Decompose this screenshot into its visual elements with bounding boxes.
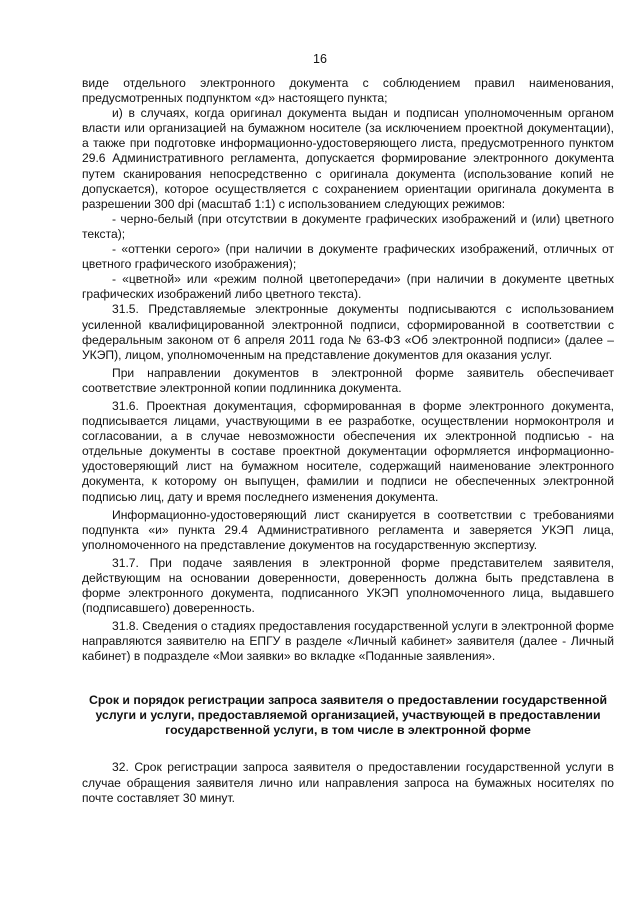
document-body — [82, 76, 614, 806]
paragraph-continuation: виде отдельного электронного документа с соблюдением правил наименования, предусмотренных подпунктом «д» настоящего пункта; — [82, 76, 614, 106]
paragraph-32: 32. Срок регистрации запроса заявителя о предоставлении государственной услуги в случае обращения заявителя лично или направления запроса на бумажных носителях по почте составляет 30 минут. — [82, 760, 614, 805]
paragraph-31-5-note: При направлении документов в электронной форме заявитель обеспечивает соответствие электронной копии подлинника документа. — [82, 365, 614, 395]
list-item-color: - «цветной» или «режим полной цветопередачи» (при наличии в документе цветных графических изображений либо цветного текста). — [82, 272, 614, 302]
list-item-bw: - черно-белый (при отсутствии в документе графических изображений и (или) цветного текста); — [82, 211, 614, 241]
paragraph-31-5: 31.5. Представляемые электронные документы подписываются с использованием усиленной квалифицированной электронной подписи, сформированной в соответствии с федеральным законом от 6 апреля 2011 года № 63-ФЗ «Об электронной подписи» (далее – УКЭП), лицом, уполномоченным на представление документов для оказания услуг. — [82, 302, 614, 362]
paragraph-subitem-i: и) в случаях, когда оригинал документа выдан и подписан уполномоченным органом власти или организацией на бумажном носителе (за исключением проектной документации), а также при подготовке информационно-удостоверяющего листа, предусмотренного пунктом 29.6 Административного регламента, допускается формирование электронного документа путем сканирования непосредственно с оригинала документа (использование копий не допускается), которое осуществляется с сохранением ориентации оригинала документа в разрешении 300 dpi (масштаб 1:1) с использованием следующих режимов: — [82, 106, 614, 211]
paragraph-31-6-note: Информационно-удостоверяющий лист сканируется в соответствии с требованиями подпункта «и» пункта 29.4 Административного регламента и заверяется УКЭП лица, уполномоченного на представление документов на государственную экспертизу. — [82, 507, 614, 552]
paragraph-31-7: 31.7. При подаче заявления в электронной форме представителем заявителя, действующим на основании доверенности, доверенность должна быть представлена в форме электронного документа, подписанного УКЭП уполномоченного лица, выдавшего (подписавшего) доверенность. — [82, 555, 614, 616]
section-heading: Срок и порядок регистрации запроса заявителя о предоставлении государственной услуги и услуги, предоставляемой организацией, участвующей в предоставлении государственной услуги, в том числе в электронной форме — [88, 692, 608, 738]
page-number: 16 — [313, 52, 327, 66]
paragraph-31-6: 31.6. Проектная документация, сформированная в форме электронного документа, подписывается лицами, участвующими в ее разработке, осуществлении нормоконтроля и согласовании, а в случае невозможности обеспечения их электронной подписью - на отдельные документы в составе проектной документации оформляется информационно-удостоверяющий лист на бумажном носителе, содержащий наименование электронного документа, к которому он выпущен, фамилии и подписи не обеспеченных электронной подписью лиц, дату и время последнего изменения документа. — [82, 398, 614, 504]
list-item-grayscale: - «оттенки серого» (при наличии в документе графических изображений, отличных от цветного графического изображения); — [82, 242, 614, 272]
paragraph-31-8: 31.8. Сведения о стадиях предоставления государственной услуги в электронной форме направляются заявителю на ЕПГУ в разделе «Личный кабинет» заявителя (далее - Личный кабинет) в подразделе «Мои заявки» во вкладке «Поданные заявления». — [82, 619, 614, 664]
